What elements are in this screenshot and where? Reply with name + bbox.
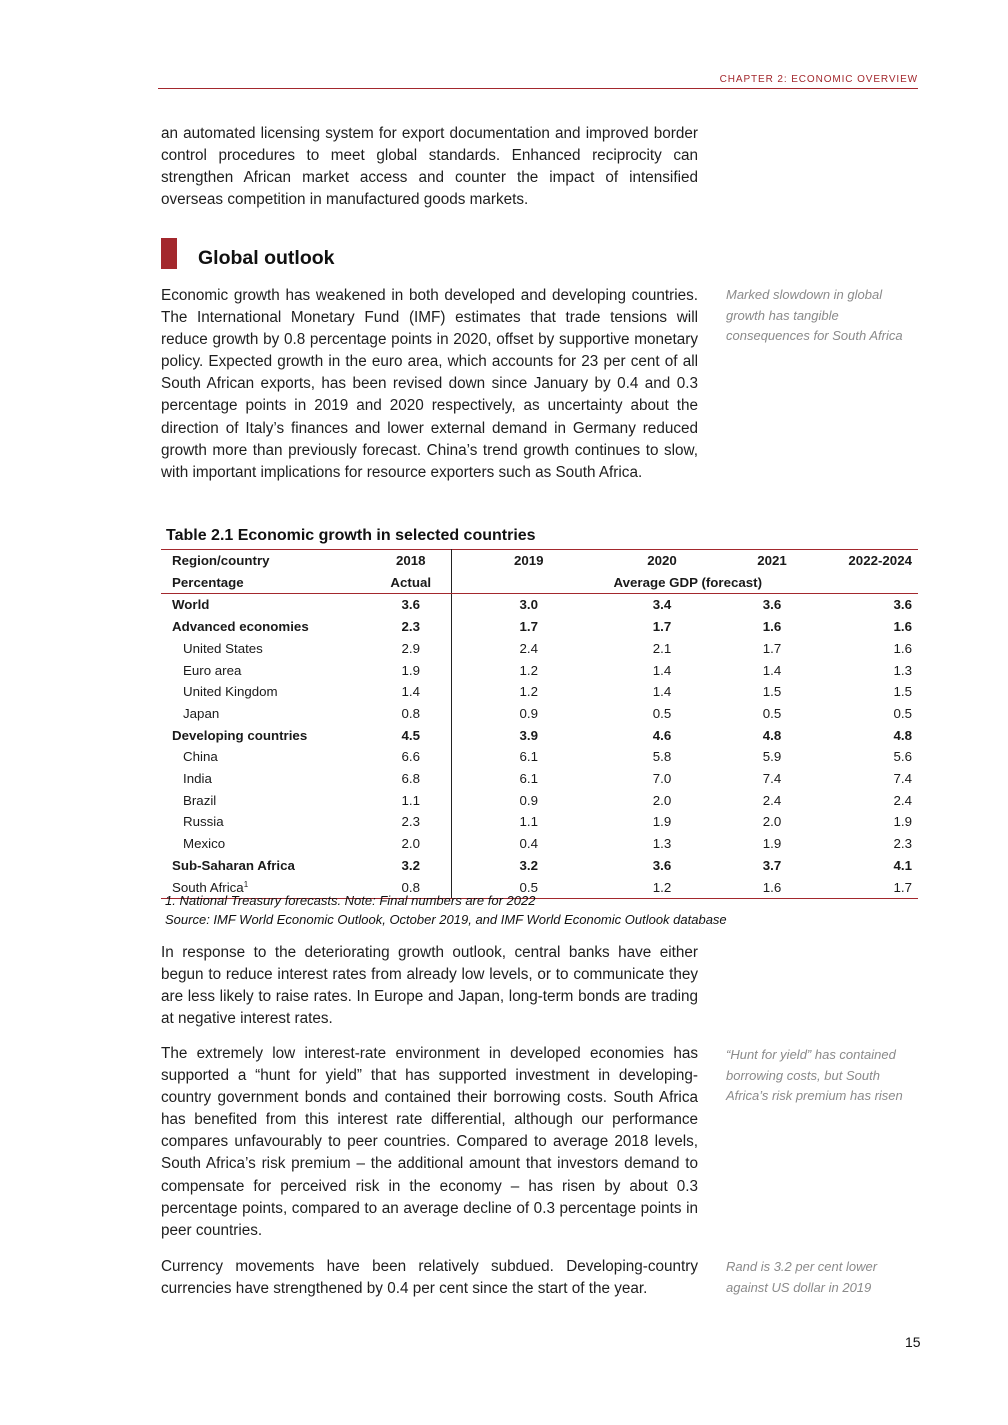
value-cell: 2.3: [371, 616, 451, 638]
header-cell: 2019: [451, 550, 606, 572]
row-label: [161, 746, 371, 768]
value-cell: 0.4: [519, 836, 538, 852]
currency-paragraph: Currency movements have been relatively subdued. Developing-country currencies have strengthened by 0.4 per cent since the start of the year.: [161, 1258, 698, 1298]
value-cell: 3.2: [519, 857, 538, 873]
value-cell: 1.6: [893, 640, 912, 656]
value-cell: 1.5: [762, 684, 782, 700]
value-cell: 4.6: [652, 727, 672, 743]
value-cell: 1.9: [652, 814, 672, 830]
header-cell: 2021: [718, 550, 826, 572]
value-cell: 3.6: [652, 857, 672, 873]
value-cell: 1.7: [519, 619, 538, 635]
row-label-text: Russia: [183, 814, 224, 830]
row-label-text: Japan: [183, 705, 220, 721]
value-cell: 7.0: [652, 771, 672, 787]
value-cell: 1.9: [893, 814, 912, 830]
value-cell: 1.3: [652, 836, 672, 852]
value-cell: 4.1: [893, 857, 912, 873]
row-label-text: Euro area: [183, 662, 242, 678]
value-cell: 3.6: [893, 597, 912, 613]
value-cell: 1.6: [893, 619, 912, 635]
value-cell: 2.9: [371, 638, 451, 660]
table-row: [161, 616, 918, 638]
row-label: [161, 660, 371, 682]
row-label: [161, 681, 371, 703]
forecast-label: Average GDP (forecast): [451, 572, 918, 594]
value-cell: 0.5: [652, 705, 672, 721]
table-row: [161, 790, 918, 812]
value-cell: 5.8: [652, 749, 672, 765]
value-cell: 1.4: [652, 662, 672, 678]
row-label-text: China: [183, 749, 218, 765]
value-cell: 2.3: [893, 836, 912, 852]
row-label: [161, 855, 371, 877]
growth-table: [161, 549, 918, 899]
table-footnote: 1. National Treasury forecasts. Note: Final numbers are for 2022: [165, 893, 536, 908]
value-cell: 1.6: [762, 619, 782, 635]
chapter-title: CHAPTER 2: ECONOMIC OVERVIEW: [719, 74, 918, 85]
sidenote-slowdown: Marked slowdown in global growth has tangible consequences for South Africa: [726, 287, 903, 343]
row-label-text: South Africa: [172, 879, 244, 895]
value-cell: 7.4: [762, 771, 782, 787]
intro-paragraph: an automated licensing system for export documentation and improved border control procedures to meet global standards. Enhanced reciprocity can strengthen African market access and counter the impact of intensified overseas competition in manufactured goods markets.: [161, 125, 698, 209]
value-cell: 6.1: [519, 749, 538, 765]
header-cell: 2020: [606, 550, 718, 572]
value-cell: 4.8: [762, 727, 782, 743]
value-cell: 1.7: [826, 877, 918, 899]
value-cell: 2.0: [371, 833, 451, 855]
table-row: [161, 703, 918, 725]
value-cell: 1.1: [519, 814, 538, 830]
row-label-text: Brazil: [183, 792, 217, 808]
row-label-text: India: [183, 771, 212, 787]
value-cell: 1.2: [606, 877, 718, 899]
row-label-text: Developing countries: [172, 727, 308, 743]
row-label: [161, 725, 371, 747]
value-cell: 1.2: [519, 684, 538, 700]
value-cell: 6.8: [371, 768, 451, 790]
value-cell: 0.5: [451, 877, 606, 899]
value-cell: 1.3: [893, 662, 912, 678]
row-label-text: Mexico: [183, 836, 226, 852]
table-row: [161, 638, 918, 660]
table-row: [161, 768, 918, 790]
value-cell: 6.6: [371, 746, 451, 768]
row-label: [161, 703, 371, 725]
value-cell: 6.1: [519, 771, 538, 787]
value-cell: 1.4: [762, 662, 782, 678]
value-cell: 1.4: [371, 681, 451, 703]
value-cell: 1.9: [762, 836, 782, 852]
chapter-header: [158, 68, 918, 89]
header-cell: 2018: [371, 550, 451, 572]
table-row: [161, 811, 918, 833]
value-cell: 0.8: [371, 703, 451, 725]
value-cell: 3.2: [371, 855, 451, 877]
value-cell: 1.6: [718, 877, 826, 899]
yield-paragraph: The extremely low interest-rate environment in developed economies has supported a “hunt for yield” that has supported investment in developing-country government bonds and contained their borrowing costs. South Africa has benefited from this interest rate differential, although our performance compares unfavourably to peer countries. Compared to average 2018 levels, South Africa’s risk premium – the additional amount that investors demand to compensate for perceived risk in the economy – has risen by about 0.3 percentage points, compared to an average decline of 0.3 percentage points in peer countries.: [161, 1045, 698, 1239]
value-cell: 2.0: [762, 814, 782, 830]
table-row: [161, 725, 918, 747]
row-label-text: United Kingdom: [183, 684, 278, 700]
rates-paragraph: In response to the deteriorating growth outlook, central banks have either begun to reduce interest rates from already low levels, or to communicate they are less likely to raise rates. In Europe and Japan, long-term bonds are trading at negative interest rates.: [161, 944, 698, 1028]
table-source: Source: IMF World Economic Outlook, October 2019, and IMF World Economic Outlook database: [165, 912, 727, 927]
value-cell: 5.6: [893, 749, 912, 765]
table-header-row: [161, 550, 918, 572]
row-label-text: World: [172, 597, 210, 613]
row-label: [161, 594, 371, 616]
value-cell: 0.5: [762, 705, 782, 721]
value-cell: 3.0: [519, 597, 538, 613]
actual-label: Actual: [371, 572, 451, 594]
sidenote-yield: “Hunt for yield” has contained borrowing costs, but South Africa’s risk premium has risen: [726, 1047, 903, 1103]
value-cell: 3.7: [762, 857, 782, 873]
value-cell: 1.7: [762, 640, 782, 656]
section-title: Global outlook: [198, 247, 335, 269]
table-row: [161, 594, 918, 616]
value-cell: 2.4: [762, 792, 782, 808]
value-cell: 2.0: [652, 792, 672, 808]
row-label: [161, 811, 371, 833]
header-cell: 2022-2024: [826, 550, 918, 572]
table-row: [161, 855, 918, 877]
table-row: [161, 681, 918, 703]
footnote-marker: 1: [243, 879, 249, 889]
value-cell: 2.4: [519, 640, 538, 656]
value-cell: 2.4: [893, 792, 912, 808]
table-row: [161, 660, 918, 682]
row-label: [161, 790, 371, 812]
value-cell: 2.1: [652, 640, 672, 656]
value-cell: 7.4: [893, 771, 912, 787]
unit-label: Percentage: [161, 572, 371, 594]
value-cell: 0.9: [519, 705, 538, 721]
value-cell: 1.2: [519, 662, 538, 678]
header-cell: Region/country: [161, 550, 371, 572]
value-cell: 3.6: [371, 594, 451, 616]
value-cell: 4.5: [371, 725, 451, 747]
table-row: [161, 746, 918, 768]
row-label-text: Sub-Saharan Africa: [172, 857, 295, 873]
value-cell: 1.1: [371, 790, 451, 812]
value-cell: 0.5: [893, 705, 912, 721]
value-cell: 3.6: [762, 597, 782, 613]
section-marker: [161, 238, 177, 269]
row-label-text: Advanced economies: [172, 619, 309, 635]
value-cell: 2.3: [371, 811, 451, 833]
row-label-text: United States: [183, 640, 263, 656]
value-cell: 1.5: [893, 684, 912, 700]
value-cell: 3.9: [519, 727, 538, 743]
value-cell: 0.9: [519, 792, 538, 808]
page-number: 15: [905, 1334, 921, 1350]
value-cell: 1.4: [652, 684, 672, 700]
table-row: [161, 833, 918, 855]
table-subheader-row: [161, 572, 918, 594]
global-outlook-paragraph: Economic growth has weakened in both developed and developing countries. The International Monetary Fund (IMF) estimates that trade tensions will reduce growth by 0.8 percentage points in 2020, offset by supportive monetary policy. Expected growth in the euro area, which accounts for 23 per cent of all South African exports, has been revised down since January by 0.4 and 0.3 percentage points in 2019 and 2020 respectively, as uncertainty about the direction of Italy’s finances and lower external demand in Germany reduced growth more than previously forecast. China’s trend growth continues to slow, with important implications for resource exporters such as South Africa.: [161, 287, 698, 481]
row-label: [161, 638, 371, 660]
value-cell: 1.9: [371, 660, 451, 682]
row-label: [161, 768, 371, 790]
value-cell: 4.8: [893, 727, 912, 743]
sidenote-currency: Rand is 3.2 per cent lower against US dollar in 2019: [726, 1259, 878, 1295]
row-label: [161, 833, 371, 855]
value-cell: 1.7: [652, 619, 672, 635]
row-label: [161, 616, 371, 638]
value-cell: 5.9: [762, 749, 782, 765]
value-cell: 0.8: [371, 877, 451, 899]
value-cell: 3.4: [652, 597, 672, 613]
table-title: Table 2.1 Economic growth in selected countries: [166, 527, 536, 544]
